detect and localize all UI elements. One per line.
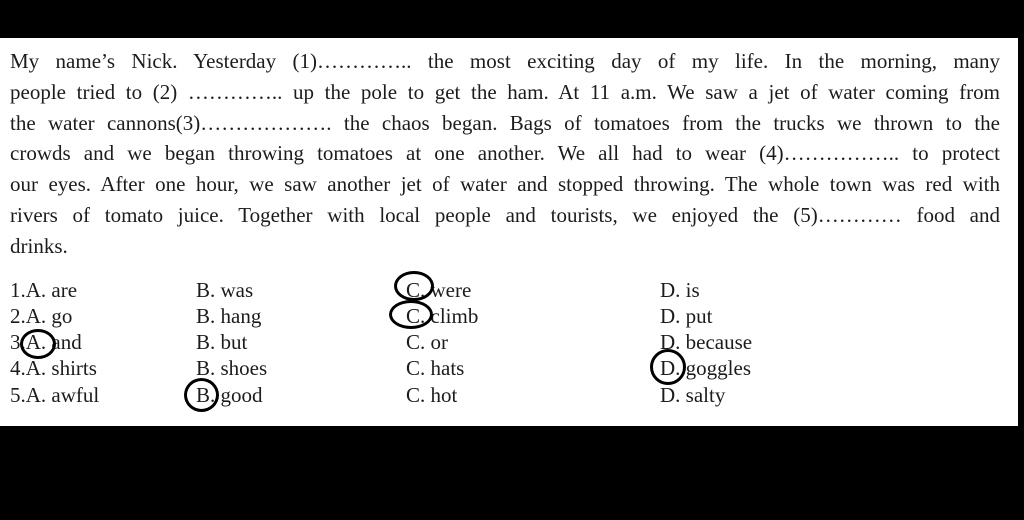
q1-option-a: 1.A. are — [10, 278, 78, 302]
q4-option-a: 4.A. shirts — [10, 356, 97, 380]
q4-option-c: C. hats — [406, 356, 465, 380]
passage-line: people tried to (2) ………….. up the pole to get the ham. At 11 a.m. We saw a jet of water coming from — [10, 79, 1000, 104]
passage-line: My name’s Nick. Yesterday (1)………….. the most exciting day of my life. In the morning, many — [10, 49, 1000, 73]
q2-option-c: C. climb — [406, 304, 479, 328]
q2-answer-circle — [389, 300, 433, 329]
q4-option-d: D. goggles — [660, 356, 751, 380]
q4-option-b: B. shoes — [196, 356, 268, 380]
q3-option-b: B. but — [196, 330, 248, 354]
q5-option-b: B. good — [196, 383, 263, 407]
passage-line: crowds and we began throwing tomatoes at one another. We all had to wear (4)…………….. to protect — [10, 141, 1000, 166]
q3-option-d: D. because — [660, 330, 753, 354]
q3-option-c: C. or — [406, 330, 448, 354]
q2-option-a: 2.A. go — [10, 304, 73, 328]
passage-line: our eyes. After one hour, we saw another jet of water and stopped throwing. The whole town was red with — [10, 172, 1000, 197]
passage-line: drinks. — [10, 233, 68, 258]
q1-answer-circle — [394, 271, 434, 301]
worksheet-page — [0, 38, 1018, 426]
q3-answer-circle — [20, 329, 56, 359]
q1-option-c: C. were — [406, 278, 472, 302]
q1-option-d: D. is — [660, 278, 700, 302]
q1-option-b: B. was — [196, 278, 254, 302]
passage-line: the water cannons(3)………………. the chaos began. Bags of tomatoes from the trucks we thrown to the — [10, 110, 1000, 135]
q2-option-b: B. hang — [196, 304, 262, 328]
passage-line: rivers of tomato juice. Together with local people and tourists, we enjoyed the (5)………… food and — [10, 202, 1000, 227]
q5-option-c: C. hot — [406, 383, 458, 407]
q3-option-a: 3.A. and — [10, 330, 82, 354]
q2-option-d: D. put — [660, 304, 713, 328]
q4-answer-circle — [650, 349, 686, 385]
q5-option-a: 5.A. awful — [10, 383, 100, 407]
reading-passage — [10, 46, 1000, 262]
q5-option-d: D. salty — [660, 383, 726, 407]
q5-answer-circle — [184, 378, 219, 412]
